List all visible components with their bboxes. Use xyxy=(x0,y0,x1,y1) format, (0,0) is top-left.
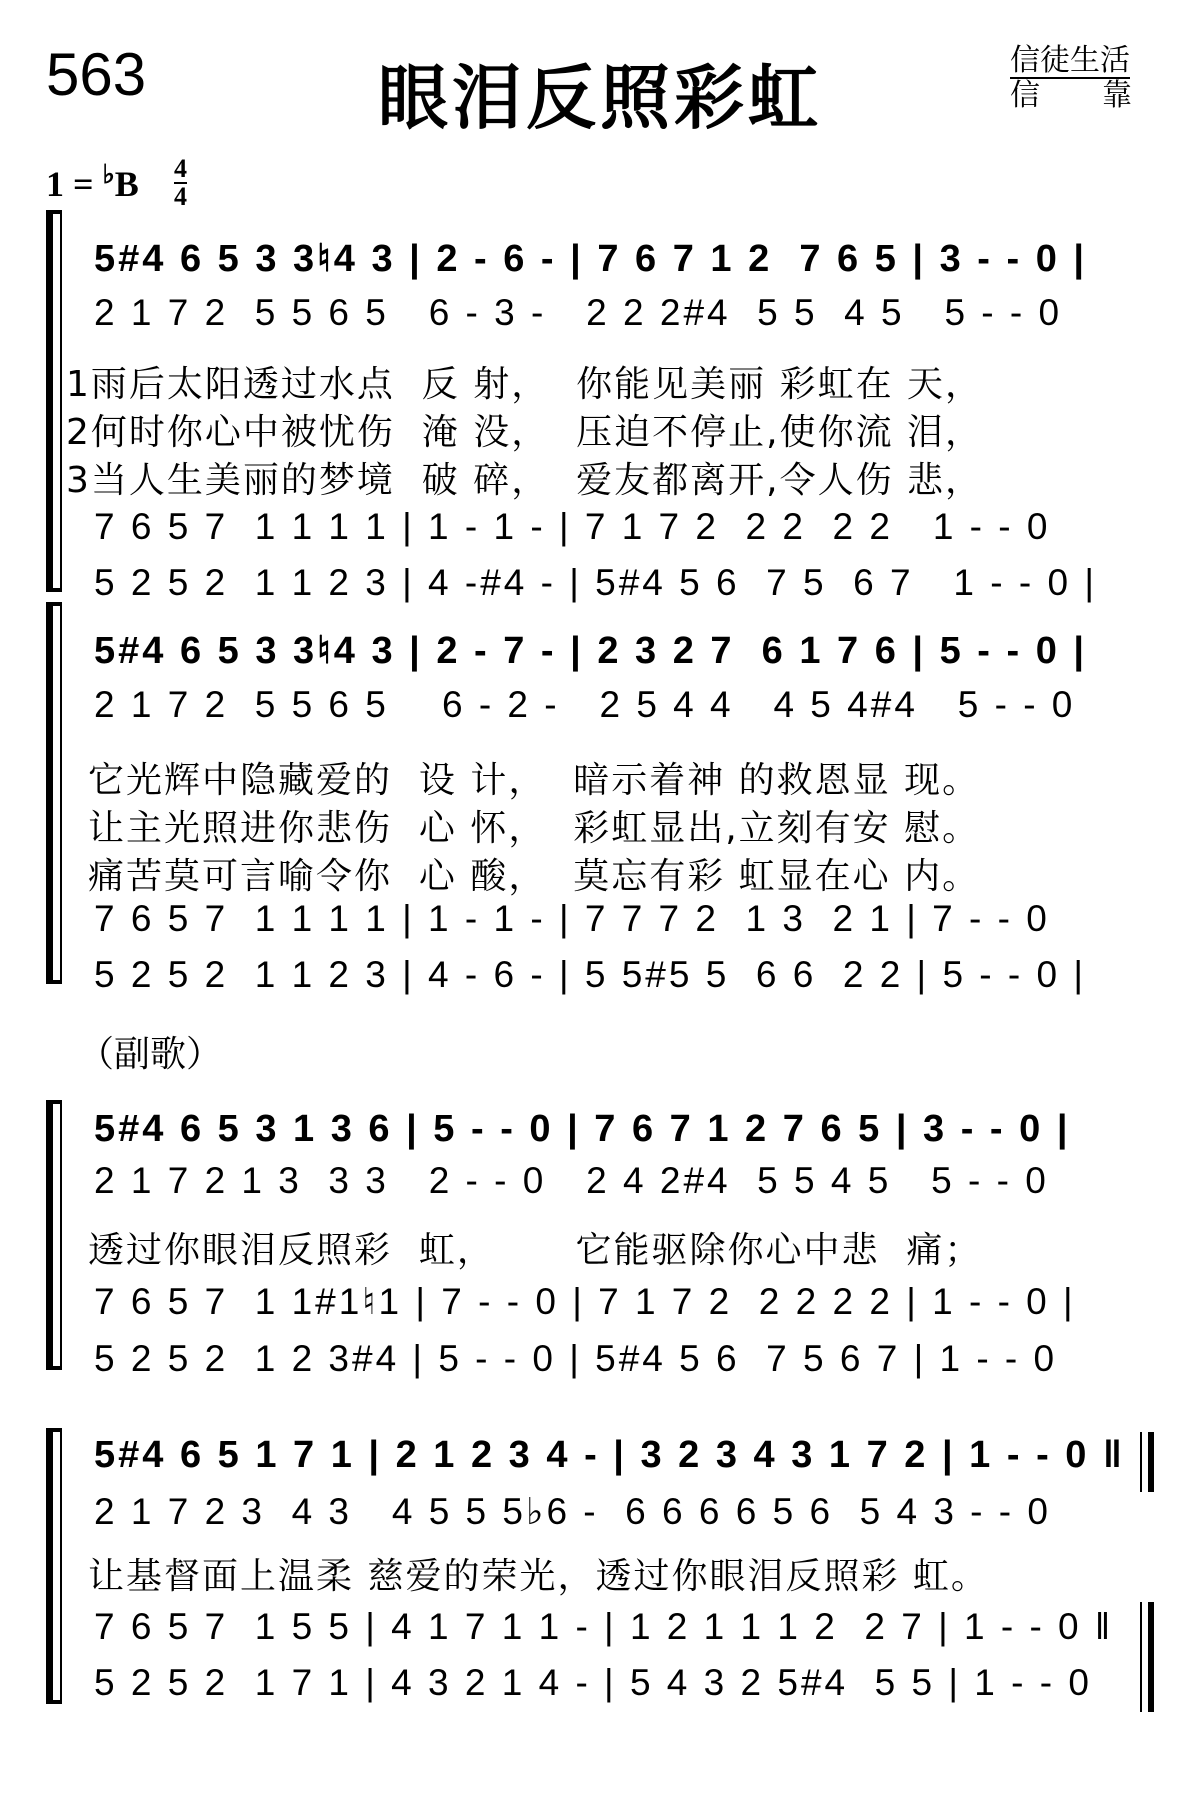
hymn-number: 563 xyxy=(46,41,147,108)
alto-line-1: 2 1 7 2 5 5 6 5 6 - 3 - 2 2 2#4 5 5 4 5 5 - - 0 xyxy=(94,292,1063,333)
soprano-line-1: 5#4 6 5 3 3♮4 3 | 2 - 6 - | 7 6 7 1 2 7 6 5 | 3 - - 0 | xyxy=(94,238,1088,280)
credits xyxy=(1010,44,1132,112)
time-signature xyxy=(174,156,187,210)
lyricist: 信徒生活 xyxy=(1010,43,1130,78)
soprano-line-3: 5#4 6 5 3 1 3 6 | 5 - - 0 | 7 6 7 1 2 7 6 5 | 3 - - 0 | xyxy=(94,1108,1071,1150)
alto-line-2: 2 1 7 2 5 5 6 5 6 - 2 - 2 5 4 4 4 5 4#4 5 - - 0 xyxy=(94,684,1076,725)
tenor-line-2: 7 6 5 7 1 1 1 1 | 1 - 1 - | 7 7 7 2 1 3 2 1 | 7 - - 0 xyxy=(94,898,1050,939)
hymn-title: 眼泪反照彩虹 xyxy=(378,57,822,139)
final-bar-thin-bottom xyxy=(1140,1602,1142,1712)
final-bar-thin xyxy=(1140,1432,1142,1492)
chorus-lyric-2: 让基督面上温柔 慈爱的荣光，透过你眼泪反照彩 虹。 xyxy=(88,1556,989,1597)
time-bottom: 4 xyxy=(174,182,187,211)
composer-part-a: 信 xyxy=(1010,78,1040,113)
flat-symbol: ♭ xyxy=(102,160,115,189)
chorus-lyric-1: 透过你眼泪反照彩 虹， 它能驱除你心中悲 痛； xyxy=(88,1230,983,1271)
time-top: 4 xyxy=(174,154,187,183)
final-bar-thick xyxy=(1148,1432,1154,1492)
system-bracket-2 xyxy=(46,602,53,984)
system-thin-line-1 xyxy=(60,210,62,592)
alto-line-4: 2 1 7 2 3 4 3 4 5 5 5♭6 - 6 6 6 6 5 6 5 4 3 - - 0 xyxy=(94,1491,1051,1532)
system-bracket-3 xyxy=(46,1100,53,1370)
tenor-line-4: 7 6 5 7 1 5 5 | 4 1 7 1 1 - | 1 2 1 1 1 2 2 7 | 1 - - 0 ‖ xyxy=(94,1606,1114,1647)
key-prefix: 1 = xyxy=(46,164,103,204)
bass-line-3: 5 2 5 2 1 2 3#4 | 5 - - 0 | 5#4 5 6 7 5 6 7 | 1 - - 0 xyxy=(94,1338,1058,1379)
composer-part-b: 靠 xyxy=(1102,78,1132,113)
soprano-line-4: 5#4 6 5 1 7 1 | 2 1 2 3 4 - | 3 2 3 4 3 1 7 2 | 1 - - 0 ‖ xyxy=(94,1434,1125,1476)
verse-2-line-1: 2何时你心中被忧伤 淹 没， 压迫不停止,使你流 泪， xyxy=(66,412,984,453)
system-bracket-1 xyxy=(46,210,53,592)
tenor-line-1: 7 6 5 7 1 1 1 1 | 1 - 1 - | 7 1 7 2 2 2 2 2 1 - - 0 xyxy=(94,506,1051,547)
system-thin-line-4 xyxy=(60,1428,62,1704)
alto-line-3: 2 1 7 2 1 3 3 3 2 - - 0 2 4 2#4 5 5 4 5 5 - - 0 xyxy=(94,1160,1049,1201)
soprano-line-2: 5#4 6 5 3 3♮4 3 | 2 - 7 - | 2 3 2 7 6 1 7 6 | 5 - - 0 | xyxy=(94,630,1088,672)
verse-3-line-2: 痛苦莫可言喻令你 心 酸， 莫忘有彩 虹显在心 内。 xyxy=(88,856,981,897)
system-thin-line-2 xyxy=(60,602,62,984)
bass-line-4: 5 2 5 2 1 7 1 | 4 3 2 1 4 - | 5 4 3 2 5#4 5 5 | 1 - - 0 xyxy=(94,1662,1092,1703)
verse-2-line-2: 让主光照进你悲伤 心 怀， 彩虹显出,立刻有安 慰。 xyxy=(88,808,981,849)
verse-1-line-2: 它光辉中隐藏爱的 设 计， 暗示着神 的救恩显 现。 xyxy=(88,760,981,801)
key-signature xyxy=(46,160,139,205)
final-bar-thick-bottom xyxy=(1148,1602,1154,1712)
bass-line-2: 5 2 5 2 1 1 2 3 | 4 - 6 - | 5 5#5 5 6 6 2 2 | 5 - - 0 | xyxy=(94,954,1086,995)
bass-line-1: 5 2 5 2 1 1 2 3 | 4 -#4 - | 5#4 5 6 7 5 6 7 1 - - 0 | xyxy=(94,562,1097,603)
verse-1-line-1: 1雨后太阳透过水点 反 射， 你能见美丽 彩虹在 天， xyxy=(66,364,984,405)
composer xyxy=(1010,79,1132,112)
system-thin-line-3 xyxy=(60,1100,62,1370)
key-note: B xyxy=(114,164,139,204)
chorus-label: （副歌） xyxy=(78,1034,223,1075)
verse-3-line-1: 3当人生美丽的梦境 破 碎， 爱友都离开,令人伤 悲， xyxy=(66,460,984,501)
tenor-line-3: 7 6 5 7 1 1#1♮1 | 7 - - 0 | 7 1 7 2 2 2 2 2 | 1 - - 0 | xyxy=(94,1281,1076,1322)
system-bracket-4 xyxy=(46,1428,53,1704)
